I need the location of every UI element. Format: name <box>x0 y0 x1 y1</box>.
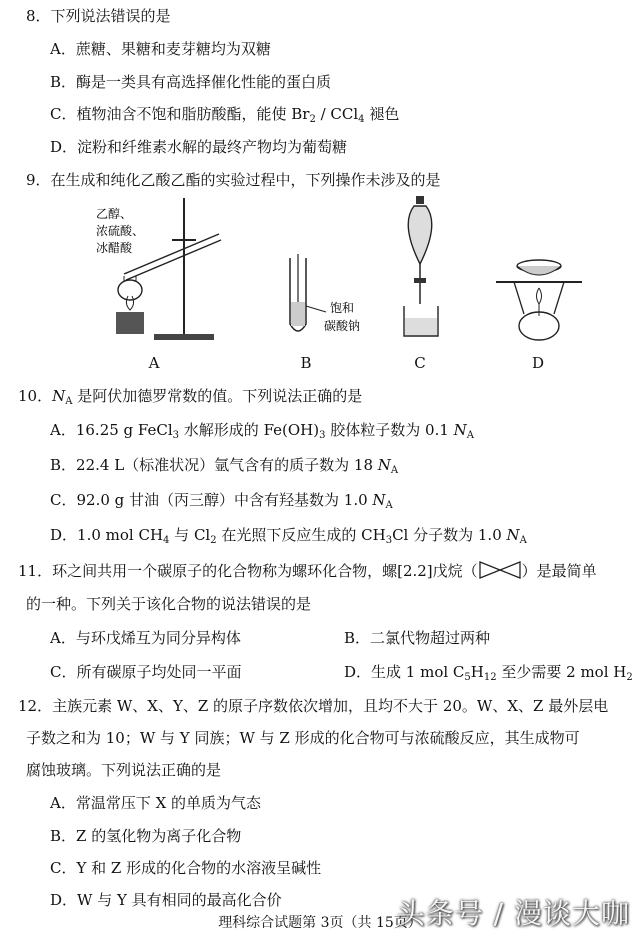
reagent-label-1: 乙醇、 <box>96 207 133 221</box>
q10-option-c: C．92.0 g 甘油（丙三醇）中含有羟基数为 1.0 $N_A$ <box>50 491 393 511</box>
q10-option-d: D．1.0 mol $CH_4$ 与 $Cl_2$ 在光照下反应生成的 $CH_3Cl$ 分子数为 1.0 $N_A$ <box>50 526 527 546</box>
watermark: 头条号 / 漫谈大咖 <box>396 897 630 930</box>
q10-option-a: A．16.25 g FeCl$_3$ 水解形成的 $Fe(OH)_3$ 胶体粒子数为 0.1 $N_A$ <box>50 421 475 441</box>
q12-option-b: B．Z 的氢化物为离子化合物 <box>50 827 242 845</box>
q11-stem-line2: 的一种。下列关于该化合物的说法错误的是 <box>26 595 312 613</box>
q10-stem: 10．$N_A$ 是阿伏加德罗常数的值。下列说法正确的是 <box>18 387 363 407</box>
q11-option-a: A．与环戊烯互为同分异构体 <box>50 629 241 647</box>
q12-stem-line3: 腐蚀玻璃。下列说法正确的是 <box>26 761 222 779</box>
apparatus-c-figure <box>396 194 446 344</box>
reagent-label-2: 浓硫酸、 <box>96 224 145 238</box>
reagent-label-sat: 饱和 <box>330 301 355 315</box>
q11-option-d: D．生成 1 mol $C_5H_{12}$ 至少需要 2 mol $H_2$ <box>344 663 633 683</box>
q8-option-d: D．淀粉和纤维素水解的最终产物均为葡萄糖 <box>50 138 348 156</box>
q12-stem-line2: 子数之和为 10；W 与 Y 同族；W 与 Z 形成的化合物可与浓硫酸反应，其生成物可 <box>26 729 580 747</box>
apparatus-d-label: D <box>531 354 545 372</box>
q8-stem: 8．下列说法错误的是 <box>26 7 171 25</box>
apparatus-a-label: A <box>148 354 160 372</box>
apparatus-b-figure <box>284 254 374 344</box>
apparatus-b-label: B <box>300 354 312 372</box>
q8-option-b: B．酶是一类具有高选择催化性能的蛋白质 <box>50 73 332 91</box>
q12-option-c: C．Y 和 Z 形成的化合物的水溶液呈碱性 <box>50 859 322 877</box>
apparatus-d-figure <box>494 254 584 344</box>
apparatus-c-label: C <box>414 354 426 372</box>
apparatus-a-figure <box>84 194 224 344</box>
q11-stem-line1: 11．环之间共用一个碳原子的化合物称为螺环化合物，螺[2.2]戊烷（ ）是最简单 <box>18 562 597 580</box>
q10-option-b: B．22.4 L（标准状况）氩气含有的质子数为 18 $N_A$ <box>50 456 399 476</box>
spiropentane-structure-icon <box>478 560 522 580</box>
q12-option-a: A．常温常压下 X 的单质为气态 <box>50 794 262 812</box>
reagent-label-na2co3: 碳酸钠 <box>324 319 361 333</box>
q9-stem: 9．在生成和纯化乙酸乙酯的实验过程中，下列操作未涉及的是 <box>26 171 441 189</box>
page-footer: 理科综合试题第 3页（共 15页） <box>218 915 422 931</box>
q11-option-b: B．二氯代物超过两种 <box>344 629 491 647</box>
reagent-label-3: 冰醋酸 <box>96 241 133 255</box>
q12-stem-line1: 12．主族元素 W、X、Y、Z 的原子序数依次增加，且均不大于 20。W、X、Z 最外层电 <box>18 697 609 715</box>
q11-option-c: C．所有碳原子均处同一平面 <box>50 663 242 681</box>
q8-option-a: A．蔗糖、果糖和麦芽糖均为双糖 <box>50 40 271 58</box>
q12-option-d: D．W 与 Y 具有相同的最高化合价 <box>50 891 282 909</box>
q8-option-c: C．植物油含不饱和脂肪酸酯，能使 $Br_2 / CCl_4$ 褪色 <box>50 105 400 125</box>
